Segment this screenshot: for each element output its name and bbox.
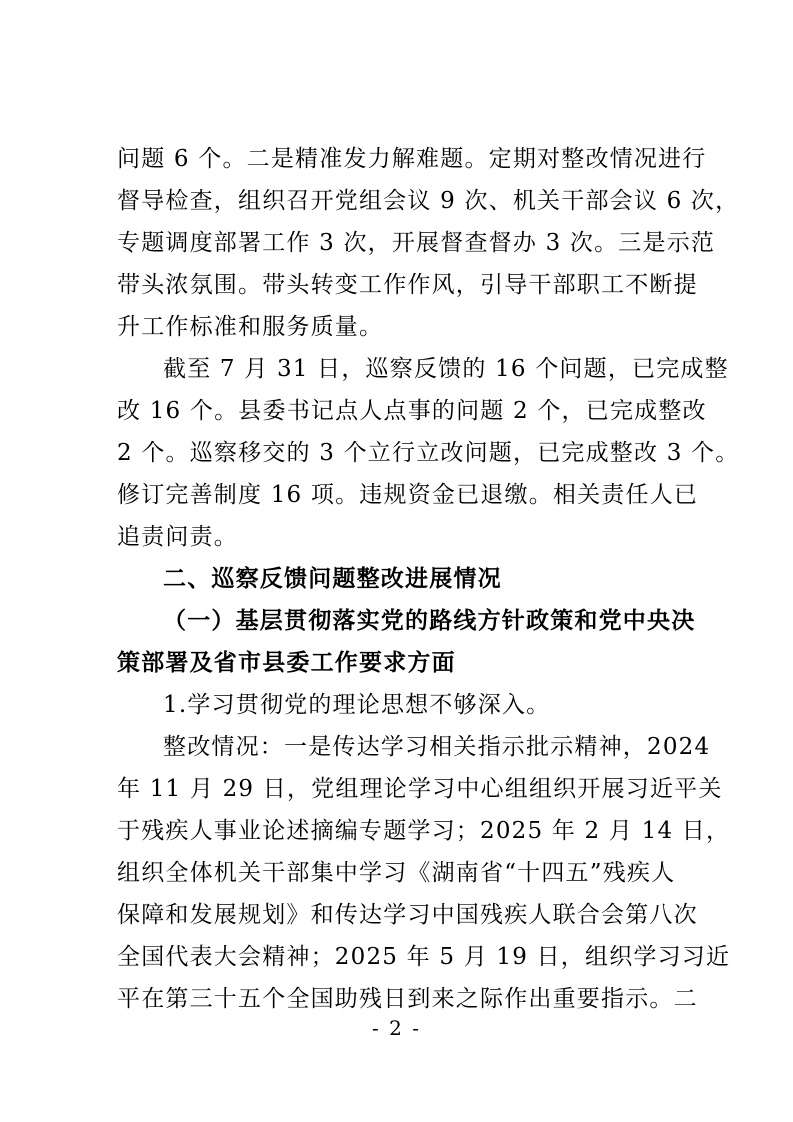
body-text-line: 年 11 月 29 日，党组理论学习中心组组织开展习近平关 [117, 776, 723, 802]
page-number: - 2 - [372, 1016, 421, 1040]
body-text-line: 平在第三十五个全国助残日到来之际作出重要指示。二 [117, 986, 698, 1012]
problem-title: 1.学习贯彻党的理论思想不够深入。 [163, 692, 551, 718]
body-text-line: 追责问责。 [117, 524, 238, 550]
paragraph-start-line: 截至 7 月 31 日，巡察反馈的 16 个问题，已完成整 [163, 356, 729, 382]
body-text-line: 改 16 个。县委书记点人点事的问题 2 个，已完成整改 [117, 398, 707, 424]
body-text-line: 修订完善制度 16 项。违规资金已退缴。相关责任人已 [117, 482, 699, 508]
paragraph-start-line: 整改情况：一是传达学习相关指示批示精神，2024 [163, 734, 711, 760]
body-text-line: 组织全体机关干部集中学习《湖南省“十四五”残疾人 [117, 860, 676, 886]
body-text-line: 问题 6 个。二是精准发力解难题。定期对整改情况进行 [117, 146, 707, 172]
body-text-line: 督导检查，组织召开党组会议 9 次、机关干部会议 6 次， [117, 188, 740, 214]
body-text-line: 带头浓氛围。带头转变工作作风，引导干部职工不断提 [117, 272, 698, 298]
body-text-line: 专题调度部署工作 3 次，开展督查督办 3 次。三是示范 [117, 230, 716, 256]
body-text-line: 全国代表大会精神；2025 年 5 月 19 日，组织学习习近 [117, 944, 731, 970]
body-text-line: 于残疾人事业论述摘编专题学习；2025 年 2 月 14 日， [117, 818, 731, 844]
body-text-line: 升工作标准和服务质量。 [117, 314, 384, 340]
subsection-heading-line: 策部署及省市县委工作要求方面 [117, 649, 456, 676]
subsection-heading-line: （一）基层贯彻落实党的路线方针政策和党中央决 [163, 607, 696, 634]
body-text-line: 保障和发展规划》和传达学习中国残疾人联合会第八次 [117, 902, 698, 928]
body-text-line: 2 个。巡察移交的 3 个立行立改问题，已完成整改 3 个。 [117, 440, 740, 466]
section-heading: 二、巡察反馈问题整改进展情况 [163, 566, 502, 592]
